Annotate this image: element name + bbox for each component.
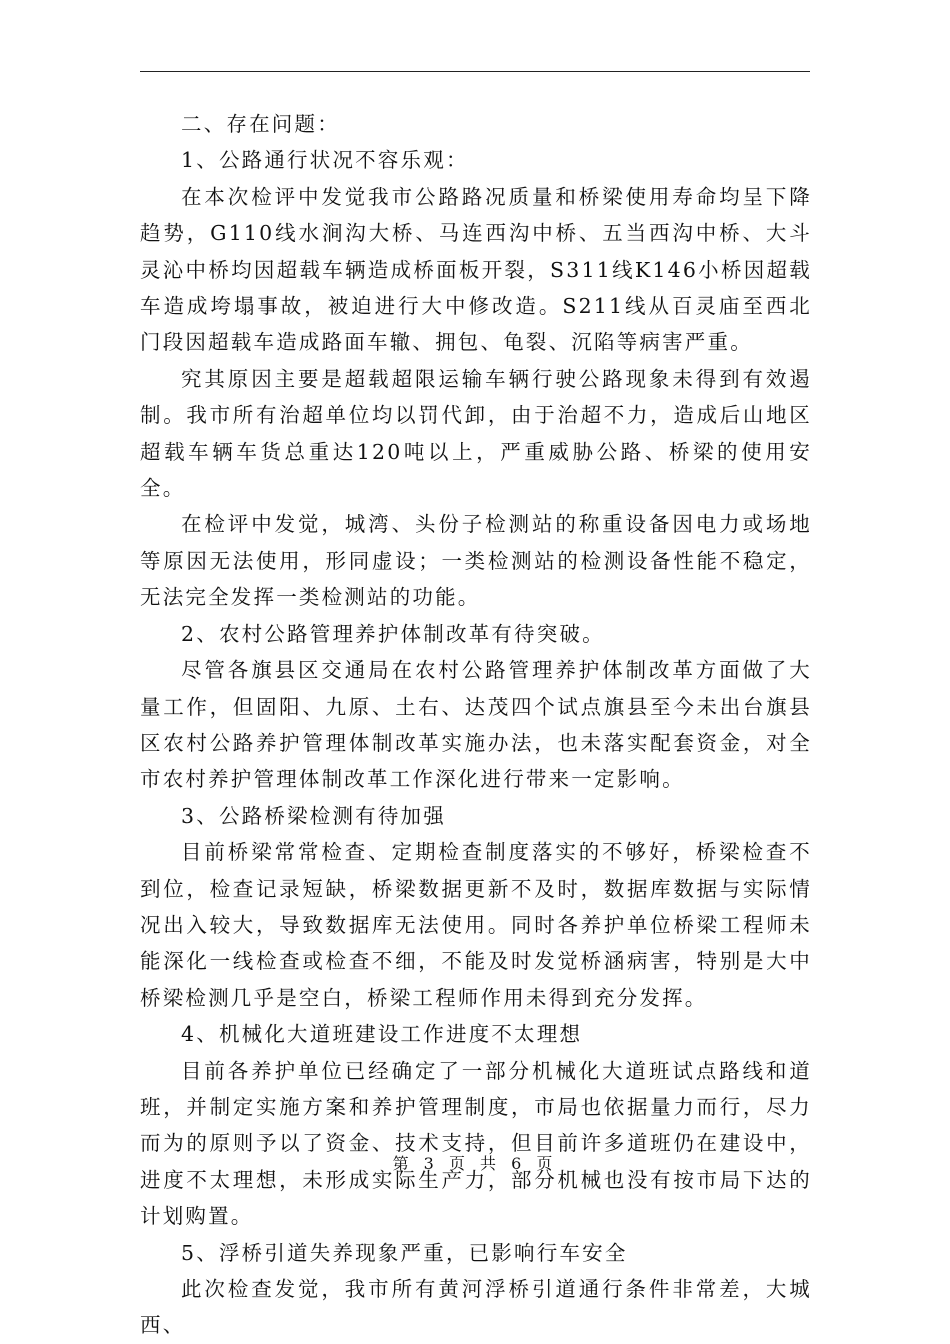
paragraph: 究其原因主要是超载超限运输车辆行驶公路现象未得到有效遏制。我市所有治超单位均以罚代卸，由于治超不力，造成后山地区超载车辆车货总重达120吨以上，严重威胁公路、桥梁的使用安全。 (140, 366, 812, 501)
subheading-3: 3、公路桥梁检测有待加强 (181, 803, 446, 828)
paragraph: 此次检查发觉，我市所有黄河浮桥引道通行条件非常差，大城西、 (140, 1277, 812, 1338)
subheading-1: 1、公路通行状况不容乐观： (181, 148, 469, 173)
header-rule (140, 71, 810, 72)
paragraph: 目前各养护单位已经确定了一部分机械化大道班试点路线和道班，并制定实施方案和养护管理制度，市局也依据量力而行，尽力而为的原则予以了资金、技术支持，但目前许多道班仍在建设中，进度不太理想，未形成实际生产力，部分机械也没有按市局下达的计划购置。 (140, 1058, 812, 1229)
subheading-4: 4、机械化大道班建设工作进度不太理想 (181, 1022, 583, 1047)
paragraph: 在检评中发觉，城湾、头份子检测站的称重设备因电力或场地等原因无法使用，形同虚设；一类检测站的检测设备性能不稳定，无法完全发挥一类检测站的功能。 (140, 512, 812, 610)
subheading-2: 2、农村公路管理养护体制改革有待突破。 (181, 621, 605, 646)
section-heading: 二、存在问题： (181, 112, 340, 136)
subheading-5: 5、浮桥引道失养现象严重，已影响行车安全 (181, 1240, 628, 1265)
paragraph: 尽管各旗县区交通局在农村公路管理养护体制改革方面做了大量工作，但固阳、九原、土右、达茂四个试点旗县至今未出台旗县区农村公路养护管理体制改革实施办法，也未落实配套资金，对全市农村养护管理体制改革工作深化进行带来一定影响。 (140, 658, 812, 792)
page-number: 第 3 页 共 6 页 (392, 1154, 558, 1173)
paragraph: 目前桥梁常常检查、定期检查制度落实的不够好，桥梁检查不到位，检查记录短缺，桥梁数据更新不及时，数据库数据与实际情况出入较大，导致数据库无法使用。同时各养护单位桥梁工程师未能深化一线检查或检查不细，不能及时发觉桥涵病害，特别是大中桥梁检测几乎是空白，桥梁工程师作用未得到充分发挥。 (140, 840, 812, 1010)
paragraph: 在本次检评中发觉我市公路路况质量和桥梁使用寿命均呈下降趋势，G110线水涧沟大桥、马连西沟中桥、五当西沟中桥、大斗灵沁中桥均因超载车辆造成桥面板开裂，S311线K146小桥因超载车造成垮塌事故，被迫进行大中修改造。S211线从百灵庙至西北门段因超载车造成路面车辙、拥包、龟裂、沉陷等病害严重。 (140, 184, 812, 355)
